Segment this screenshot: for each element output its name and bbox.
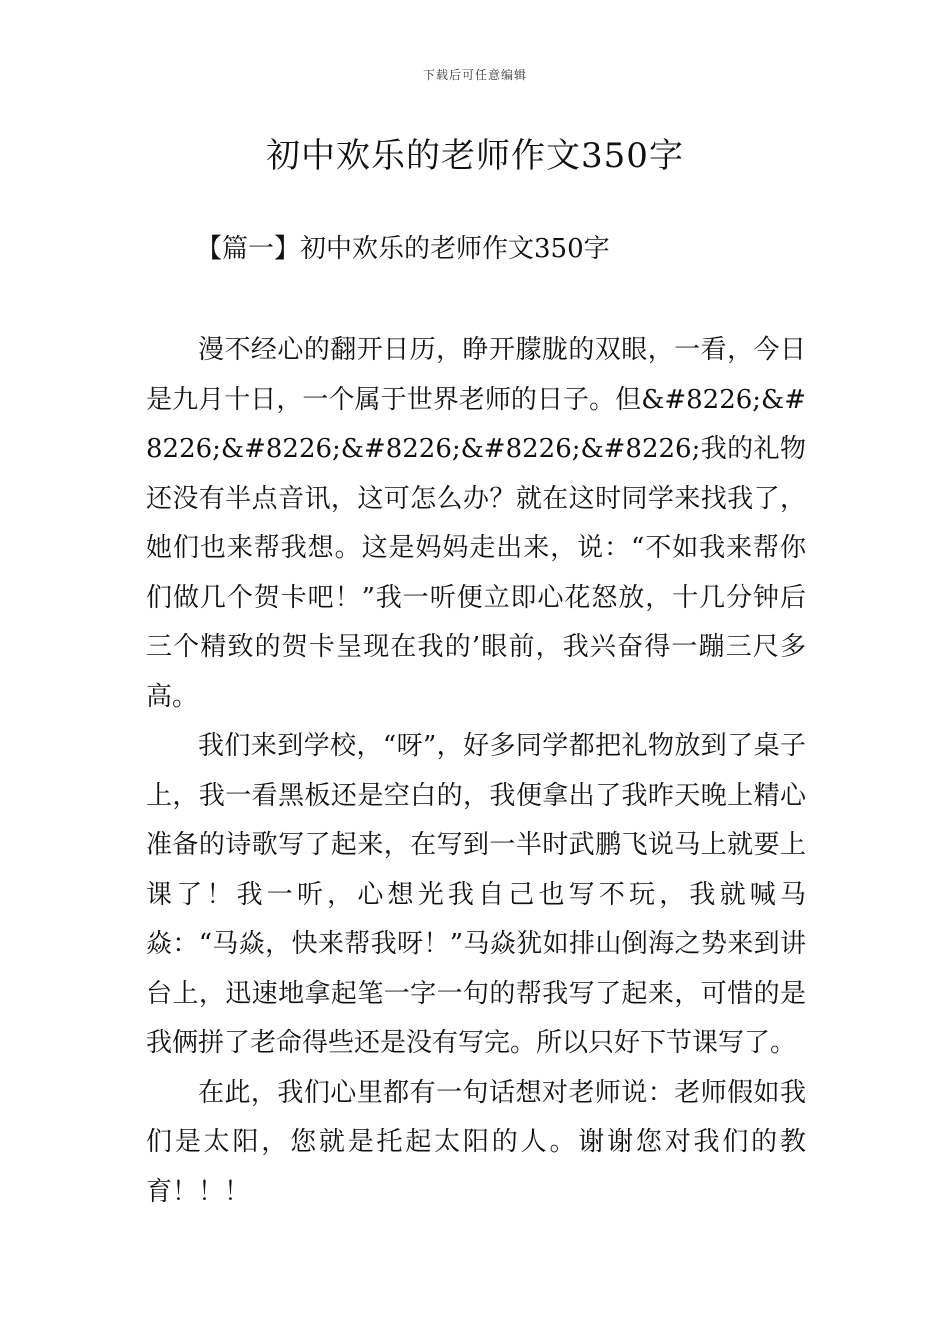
download-note: 下载后可任意编辑 (422, 68, 527, 82)
paragraph-1: 漫不经心的翻开日历，睁开朦胧的双眼，一看，今日是九月十日，一个属于世界老师的日子。但&#8226;&#8226;&#8226;&#8226;&#8226;&#8226;我的礼物还没有半点音讯，这可怎么办？就在这时同学来找我了，她们也来帮我想。这是妈妈走出来，说：“不如我来帮你们做几个贺卡吧！”我一听便立即心花怒放，十几分钟后三个精致的贺卡呈现在我的’眼前，我兴奋得一蹦三尺多高。 (146, 335, 806, 712)
paragraph-2: 我们来到学校，“呀”，好多同学都把礼物放到了桌子上，我一看黑板还是空白的，我便拿出了我昨天晚上精心准备的诗歌写了起来，在写到一半时武鹏飞说马上就要上课了！我一听，心想光我自己也写不玩，我就喊马焱：“马焱，快来帮我呀！”马焱犹如排山倒海之势来到讲台上，迅速地拿起笔一字一句的帮我写了起来，可惜的是我俩拼了老命得些还是没有写完。所以只好下节课写了。 (146, 731, 806, 1058)
document-title: 初中欢乐的老师作文350字 (266, 136, 684, 176)
section-heading: 【篇一】初中欢乐的老师作文350字 (196, 234, 610, 264)
paragraph-3: 在此，我们心里都有一句话想对老师说：老师假如我们是太阳，您就是托起太阳的人。谢谢您对我们的教育！！！ (146, 1077, 806, 1207)
essay-body (146, 326, 806, 1217)
